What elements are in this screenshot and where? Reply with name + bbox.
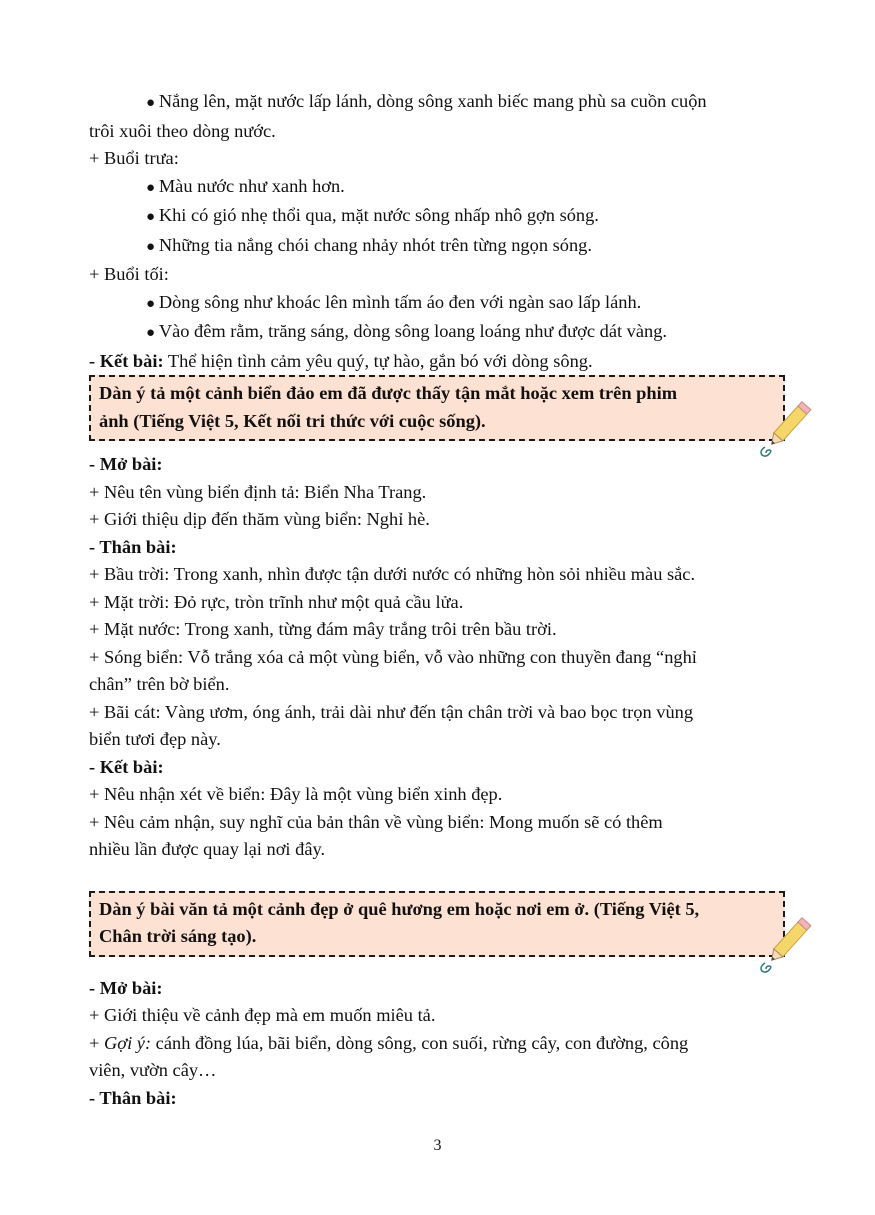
conclusion-text: Thể hiện tình cảm yêu quý, tự hào, gắn bó với dòng sông.	[163, 350, 593, 371]
intro-heading: - Mở bài:	[89, 977, 163, 998]
box-title-line-1: Dàn ý bài văn tả một cảnh đẹp ở quê hương em hoặc nơi em ở. (Tiếng Việt 5,	[99, 898, 700, 919]
box-title-line-1: Dàn ý tả một cảnh biển đảo em đã được thấy tận mắt hoặc xem trên phim	[99, 383, 678, 403]
intro-hint-line-cont: viên, vườn cây…	[89, 1060, 217, 1080]
body-line-waves: + Sóng biển: Vỗ trắng xóa cả một vùng biển, vỗ vào những con thuyền đang “nghỉ	[89, 646, 697, 667]
bullet-noon-1: ● Màu nước như xanh hơn.	[89, 173, 789, 203]
pencil-icon	[755, 911, 817, 975]
bullet-evening-1: ● Dòng sông như khoác lên mình tấm áo đen với ngàn sao lấp lánh.	[89, 289, 789, 319]
box-title-line-2: ảnh (Tiếng Việt 5, Kết nối tri thức với cuộc sống).	[99, 410, 486, 431]
plus-sign: +	[89, 1032, 104, 1053]
intro-line-1: + Nêu tên vùng biển định tả: Biển Nha Trang.	[89, 481, 427, 502]
body-line-water: + Mặt nước: Trong xanh, từng đám mây trắng trôi trên bầu trời.	[89, 619, 557, 639]
bullet-noon-2: ● Khi có gió nhẹ thổi qua, mặt nước sông nhấp nhô gợn sóng.	[89, 202, 789, 232]
bullet-morning-sun: ● Nắng lên, mặt nước lấp lánh, dòng sông xanh biếc mang phù sa cuồn cuộn	[89, 88, 789, 118]
conclusion-line	[89, 348, 789, 376]
conclusion-line-2-cont: nhiều lần được quay lại nơi đây.	[89, 839, 326, 859]
box-title-line-2: Chân trời sáng tạo).	[99, 926, 257, 946]
body-line-sand-cont: biển tươi đẹp này.	[89, 729, 221, 749]
intro-hint-line	[89, 1030, 789, 1058]
text-line: trôi xuôi theo dòng nước.	[89, 120, 276, 141]
section-title-box-sea	[89, 375, 785, 441]
bullet-noon-3: ● Những tia nắng chói chang nhảy nhót trên từng ngọn sóng.	[89, 232, 789, 262]
conclusion-line-2: + Nêu cảm nhận, suy nghĩ của bản thân về vùng biển: Mong muốn sẽ có thêm	[89, 811, 663, 832]
bullet-evening-2: ● Vào đêm rằm, trăng sáng, dòng sông loang loáng như được dát vàng.	[89, 318, 789, 348]
conclusion-line-1: + Nêu nhận xét về biển: Đây là một vùng biển xinh đẹp.	[89, 784, 503, 804]
body-line-waves-cont: chân” trên bờ biển.	[89, 674, 230, 694]
hint-text: cánh đồng lúa, bãi biển, dòng sông, con suối, rừng cây, con đường, công	[151, 1032, 689, 1053]
conclusion-heading: - Kết bài:	[89, 756, 164, 777]
section-title-box-hometown	[89, 891, 785, 957]
body-line-sky: + Bầu trời: Trong xanh, nhìn được tận dưới nước có những hòn sỏi nhiều màu sắc.	[89, 564, 696, 584]
page-content	[89, 88, 789, 1112]
body-line-sun: + Mặt trời: Đỏ rực, tròn trĩnh như một quả cầu lửa.	[89, 591, 464, 612]
pencil-icon	[755, 395, 817, 459]
intro-heading: - Mở bài:	[89, 454, 163, 474]
body-heading: - Thân bài:	[89, 536, 177, 557]
hint-label: Gợi ý:	[103, 1032, 152, 1053]
intro-line-2: + Giới thiệu dịp đến thăm vùng biển: Nghỉ hè.	[89, 509, 430, 529]
evening-heading: + Buổi tối:	[89, 264, 169, 284]
page-number: 3	[433, 1137, 442, 1154]
body-heading: - Thân bài:	[89, 1087, 177, 1108]
intro-line-1: + Giới thiệu về cảnh đẹp mà em muốn miêu tả.	[89, 1005, 436, 1025]
conclusion-label: - Kết bài:	[89, 350, 164, 371]
body-line-sand: + Bãi cát: Vàng ươm, óng ánh, trải dài như đến tận chân trời và bao bọc trọn vùng	[89, 701, 694, 722]
noon-heading: + Buổi trưa:	[89, 148, 179, 168]
